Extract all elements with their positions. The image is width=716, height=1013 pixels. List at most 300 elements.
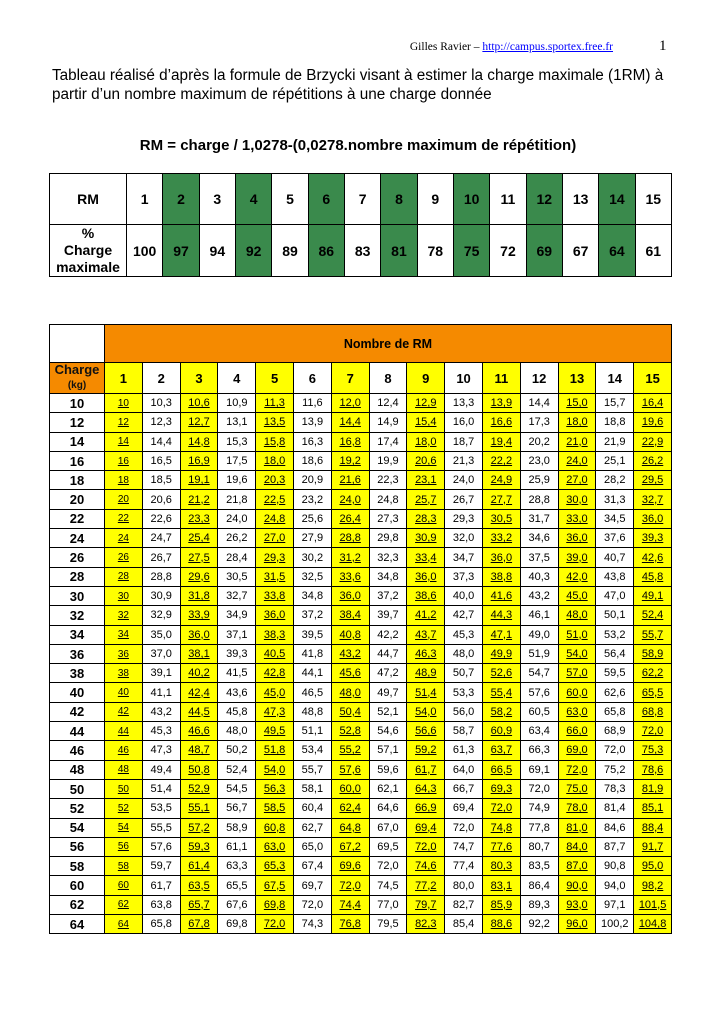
rm-number: 7 xyxy=(331,363,369,394)
value-cell: 58 xyxy=(105,857,143,876)
value-cell: 25,6 xyxy=(293,509,331,528)
value-cell: 58,7 xyxy=(445,722,483,741)
value-cell: 33,2 xyxy=(482,529,520,548)
value-cell: 38,6 xyxy=(407,586,445,605)
charge-cell: 18 xyxy=(50,471,105,490)
value-cell: 72,0 xyxy=(558,760,596,779)
value-cell: 78,0 xyxy=(558,799,596,818)
percent-cell: 86 xyxy=(308,225,344,277)
value-cell: 60 xyxy=(105,876,143,895)
charge-cell: 42 xyxy=(50,702,105,721)
value-cell: 27,0 xyxy=(256,529,294,548)
value-cell: 72,0 xyxy=(331,876,369,895)
charge-cell: 30 xyxy=(50,586,105,605)
value-cell: 74,3 xyxy=(293,915,331,934)
value-cell: 48,0 xyxy=(445,644,483,663)
value-cell: 18,5 xyxy=(142,471,180,490)
value-cell: 22,2 xyxy=(482,451,520,470)
value-cell: 10,6 xyxy=(180,394,218,413)
percent-cell: 89 xyxy=(272,225,308,277)
value-cell: 15,3 xyxy=(218,432,256,451)
value-cell: 21,3 xyxy=(445,451,483,470)
value-cell: 41,5 xyxy=(218,664,256,683)
rm-cell: 15 xyxy=(635,174,671,225)
value-cell: 59,7 xyxy=(142,857,180,876)
value-cell: 20,2 xyxy=(520,432,558,451)
value-cell: 63,3 xyxy=(218,857,256,876)
value-cell: 38,4 xyxy=(331,606,369,625)
value-cell: 58,5 xyxy=(256,799,294,818)
value-cell: 65,8 xyxy=(596,702,634,721)
value-cell: 16,5 xyxy=(142,451,180,470)
value-cell: 27,3 xyxy=(369,509,407,528)
percent-cell: 61 xyxy=(635,225,671,277)
table-row xyxy=(50,509,672,528)
value-cell: 24,0 xyxy=(331,490,369,509)
value-cell: 44,3 xyxy=(482,606,520,625)
value-cell: 56,6 xyxy=(407,722,445,741)
rm-cell: 4 xyxy=(235,174,271,225)
value-cell: 72,0 xyxy=(596,741,634,760)
value-cell: 101,5 xyxy=(634,895,672,914)
table-row xyxy=(50,413,672,432)
value-cell: 68,8 xyxy=(634,702,672,721)
value-cell: 64,3 xyxy=(407,779,445,798)
value-cell: 88,6 xyxy=(482,915,520,934)
value-cell: 30,9 xyxy=(142,586,180,605)
value-cell: 53,2 xyxy=(596,625,634,644)
value-cell: 50,2 xyxy=(218,741,256,760)
value-cell: 38,1 xyxy=(180,644,218,663)
value-cell: 74,4 xyxy=(331,895,369,914)
value-cell: 69,1 xyxy=(520,760,558,779)
value-cell: 24,9 xyxy=(482,471,520,490)
value-cell: 39,5 xyxy=(293,625,331,644)
value-cell: 54,6 xyxy=(369,722,407,741)
value-cell: 50,8 xyxy=(180,760,218,779)
value-cell: 36,0 xyxy=(331,586,369,605)
value-cell: 14,4 xyxy=(520,394,558,413)
charge-cell: 54 xyxy=(50,818,105,837)
value-cell: 12 xyxy=(105,413,143,432)
value-cell: 55,1 xyxy=(180,799,218,818)
value-cell: 82,7 xyxy=(445,895,483,914)
value-cell: 21,0 xyxy=(558,432,596,451)
table-row xyxy=(50,837,672,856)
table-row xyxy=(50,432,672,451)
value-cell: 54 xyxy=(105,818,143,837)
value-cell: 24,7 xyxy=(142,529,180,548)
value-cell: 62,1 xyxy=(369,779,407,798)
value-cell: 65,5 xyxy=(634,683,672,702)
value-cell: 62,6 xyxy=(596,683,634,702)
charge-header: Charge (kg) xyxy=(50,363,105,394)
value-cell: 85,1 xyxy=(634,799,672,818)
value-cell: 37,0 xyxy=(142,644,180,663)
percent-label: % Charge maximale xyxy=(50,225,127,277)
value-cell: 44 xyxy=(105,722,143,741)
value-cell: 72,0 xyxy=(256,915,294,934)
rm-number: 2 xyxy=(142,363,180,394)
value-cell: 41,6 xyxy=(482,586,520,605)
value-cell: 45,8 xyxy=(218,702,256,721)
value-cell: 18,8 xyxy=(596,413,634,432)
value-cell: 48,0 xyxy=(331,683,369,702)
charge-cell: 38 xyxy=(50,664,105,683)
value-cell: 22,5 xyxy=(256,490,294,509)
value-cell: 49,5 xyxy=(256,722,294,741)
value-cell: 26,2 xyxy=(634,451,672,470)
value-cell: 13,3 xyxy=(445,394,483,413)
table-row xyxy=(50,548,672,567)
charge-cell: 46 xyxy=(50,741,105,760)
value-cell: 26,2 xyxy=(218,529,256,548)
rm-cell: 11 xyxy=(490,174,526,225)
value-cell: 18,7 xyxy=(445,432,483,451)
value-cell: 56,7 xyxy=(218,799,256,818)
value-cell: 16,4 xyxy=(634,394,672,413)
value-cell: 29,3 xyxy=(445,509,483,528)
charge-cell: 28 xyxy=(50,567,105,586)
value-cell: 54,0 xyxy=(256,760,294,779)
value-cell: 58,1 xyxy=(293,779,331,798)
value-cell: 45,8 xyxy=(634,567,672,586)
value-cell: 21,8 xyxy=(218,490,256,509)
table-row xyxy=(50,529,672,548)
charge-cell: 60 xyxy=(50,876,105,895)
value-cell: 28,8 xyxy=(520,490,558,509)
value-cell: 46 xyxy=(105,741,143,760)
value-cell: 95,0 xyxy=(634,857,672,876)
table-row xyxy=(50,664,672,683)
value-cell: 52,4 xyxy=(634,606,672,625)
value-cell: 57,2 xyxy=(180,818,218,837)
table-row xyxy=(50,644,672,663)
value-cell: 38,8 xyxy=(482,567,520,586)
value-cell: 69,6 xyxy=(331,857,369,876)
value-cell: 38,3 xyxy=(256,625,294,644)
table-row xyxy=(50,625,672,644)
rm-number: 14 xyxy=(596,363,634,394)
value-cell: 33,6 xyxy=(331,567,369,586)
value-cell: 65,5 xyxy=(218,876,256,895)
value-cell: 10 xyxy=(105,394,143,413)
value-cell: 72,0 xyxy=(482,799,520,818)
value-cell: 80,3 xyxy=(482,857,520,876)
value-cell: 39,3 xyxy=(218,644,256,663)
value-cell: 21,2 xyxy=(180,490,218,509)
value-cell: 13,9 xyxy=(482,394,520,413)
value-cell: 14,8 xyxy=(180,432,218,451)
value-cell: 56,3 xyxy=(256,779,294,798)
value-cell: 31,2 xyxy=(331,548,369,567)
value-cell: 53,5 xyxy=(142,799,180,818)
value-cell: 23,0 xyxy=(520,451,558,470)
percent-cell: 83 xyxy=(344,225,380,277)
value-cell: 59,2 xyxy=(407,741,445,760)
value-cell: 42,8 xyxy=(256,664,294,683)
value-cell: 33,8 xyxy=(256,586,294,605)
value-cell: 42,2 xyxy=(369,625,407,644)
value-cell: 30,5 xyxy=(482,509,520,528)
rm-number-row xyxy=(50,363,672,394)
charge-cell: 26 xyxy=(50,548,105,567)
value-cell: 14,4 xyxy=(331,413,369,432)
value-cell: 43,2 xyxy=(331,644,369,663)
rm-number: 3 xyxy=(180,363,218,394)
rm-cell: 7 xyxy=(344,174,380,225)
value-cell: 77,0 xyxy=(369,895,407,914)
value-cell: 49,0 xyxy=(520,625,558,644)
value-cell: 34,7 xyxy=(445,548,483,567)
value-cell: 64,6 xyxy=(369,799,407,818)
value-cell: 29,5 xyxy=(634,471,672,490)
value-cell: 54,0 xyxy=(558,644,596,663)
value-cell: 64,0 xyxy=(445,760,483,779)
value-cell: 57,0 xyxy=(558,664,596,683)
value-cell: 69,8 xyxy=(256,895,294,914)
value-cell: 83,5 xyxy=(520,857,558,876)
value-cell: 69,5 xyxy=(369,837,407,856)
value-cell: 43,2 xyxy=(142,702,180,721)
percent-cell: 92 xyxy=(235,225,271,277)
value-cell: 13,5 xyxy=(256,413,294,432)
value-cell: 12,9 xyxy=(407,394,445,413)
value-cell: 60,0 xyxy=(331,779,369,798)
value-cell: 23,3 xyxy=(180,509,218,528)
charge-cell: 56 xyxy=(50,837,105,856)
charge-cell: 64 xyxy=(50,915,105,934)
charge-cell: 10 xyxy=(50,394,105,413)
value-cell: 37,5 xyxy=(520,548,558,567)
value-cell: 69,3 xyxy=(482,779,520,798)
value-cell: 16,8 xyxy=(331,432,369,451)
value-cell: 55,2 xyxy=(331,741,369,760)
value-cell: 24,8 xyxy=(369,490,407,509)
value-cell: 49,4 xyxy=(142,760,180,779)
value-cell: 63,7 xyxy=(482,741,520,760)
value-cell: 67,0 xyxy=(369,818,407,837)
value-cell: 104,8 xyxy=(634,915,672,934)
value-cell: 40,3 xyxy=(520,567,558,586)
value-cell: 66,5 xyxy=(482,760,520,779)
value-cell: 86,4 xyxy=(520,876,558,895)
value-cell: 81,4 xyxy=(596,799,634,818)
table-row xyxy=(50,818,672,837)
table-title: Nombre de RM xyxy=(105,325,672,363)
value-cell: 41,8 xyxy=(293,644,331,663)
value-cell: 32 xyxy=(105,606,143,625)
value-cell: 62 xyxy=(105,895,143,914)
value-cell: 61,3 xyxy=(445,741,483,760)
value-cell: 33,4 xyxy=(407,548,445,567)
value-cell: 52,4 xyxy=(218,760,256,779)
charge-cell: 62 xyxy=(50,895,105,914)
value-cell: 60,5 xyxy=(520,702,558,721)
value-cell: 36,0 xyxy=(256,606,294,625)
value-cell: 67,5 xyxy=(256,876,294,895)
value-cell: 39,1 xyxy=(142,664,180,683)
value-cell: 32,5 xyxy=(293,567,331,586)
rm-cell: 3 xyxy=(199,174,235,225)
value-cell: 56,0 xyxy=(445,702,483,721)
value-cell: 44,1 xyxy=(293,664,331,683)
charge-cell: 36 xyxy=(50,644,105,663)
value-cell: 65,7 xyxy=(180,895,218,914)
value-cell: 31,7 xyxy=(520,509,558,528)
value-cell: 22 xyxy=(105,509,143,528)
value-cell: 42,0 xyxy=(558,567,596,586)
value-cell: 34,5 xyxy=(596,509,634,528)
value-cell: 58,9 xyxy=(634,644,672,663)
charge-cell: 14 xyxy=(50,432,105,451)
value-cell: 34,6 xyxy=(520,529,558,548)
percent-cell: 78 xyxy=(417,225,453,277)
value-cell: 51,4 xyxy=(142,779,180,798)
rm-cell: 6 xyxy=(308,174,344,225)
value-cell: 43,6 xyxy=(218,683,256,702)
charge-cell: 32 xyxy=(50,606,105,625)
value-cell: 28,8 xyxy=(142,567,180,586)
value-cell: 41,1 xyxy=(142,683,180,702)
value-cell: 20,3 xyxy=(256,471,294,490)
value-cell: 25,1 xyxy=(596,451,634,470)
value-cell: 56,4 xyxy=(596,644,634,663)
value-cell: 19,4 xyxy=(482,432,520,451)
table-row xyxy=(50,567,672,586)
value-cell: 29,3 xyxy=(256,548,294,567)
value-cell: 44,7 xyxy=(369,644,407,663)
table-row xyxy=(50,741,672,760)
value-cell: 90,8 xyxy=(596,857,634,876)
value-cell: 51,4 xyxy=(407,683,445,702)
percent-cell: 64 xyxy=(599,225,635,277)
value-cell: 42,4 xyxy=(180,683,218,702)
value-cell: 62,7 xyxy=(293,818,331,837)
value-cell: 93,0 xyxy=(558,895,596,914)
value-cell: 28,3 xyxy=(407,509,445,528)
value-cell: 19,6 xyxy=(634,413,672,432)
table-row xyxy=(50,451,672,470)
load-table-body xyxy=(50,394,672,934)
value-cell: 53,3 xyxy=(445,683,483,702)
value-cell: 78,6 xyxy=(634,760,672,779)
value-cell: 74,8 xyxy=(482,818,520,837)
value-cell: 12,4 xyxy=(369,394,407,413)
value-cell: 78,3 xyxy=(596,779,634,798)
value-cell: 59,6 xyxy=(369,760,407,779)
value-cell: 25,7 xyxy=(407,490,445,509)
site-link[interactable]: http://campus.sportex.free.fr xyxy=(482,41,613,53)
value-cell: 25,9 xyxy=(520,471,558,490)
value-cell: 50,1 xyxy=(596,606,634,625)
value-cell: 18,0 xyxy=(558,413,596,432)
value-cell: 39,0 xyxy=(558,548,596,567)
value-cell: 69,4 xyxy=(407,818,445,837)
value-cell: 77,6 xyxy=(482,837,520,856)
table-row xyxy=(50,702,672,721)
value-cell: 69,0 xyxy=(558,741,596,760)
value-cell: 47,1 xyxy=(482,625,520,644)
value-cell: 14,9 xyxy=(369,413,407,432)
value-cell: 47,3 xyxy=(256,702,294,721)
intro-text: Tableau réalisé d’après la formule de Brzycki visant à estimer la charge maximale (1RM) à partir d’un nombre maximum de répétitions à une charge donnée xyxy=(52,67,664,103)
value-cell: 52,8 xyxy=(331,722,369,741)
table-row xyxy=(50,394,672,413)
value-cell: 84,0 xyxy=(558,837,596,856)
value-cell: 63,0 xyxy=(558,702,596,721)
value-cell: 14,4 xyxy=(142,432,180,451)
value-cell: 30 xyxy=(105,586,143,605)
value-cell: 62,2 xyxy=(634,664,672,683)
rm-percent-table xyxy=(49,173,672,277)
table-row xyxy=(50,490,672,509)
rm-number: 4 xyxy=(218,363,256,394)
rm-cell: 12 xyxy=(526,174,562,225)
value-cell: 54,0 xyxy=(407,702,445,721)
value-cell: 63,8 xyxy=(142,895,180,914)
value-cell: 79,5 xyxy=(369,915,407,934)
value-cell: 15,0 xyxy=(558,394,596,413)
value-cell: 36,0 xyxy=(634,509,672,528)
value-cell: 45,0 xyxy=(558,586,596,605)
percent-cell: 81 xyxy=(381,225,417,277)
author-line xyxy=(410,41,613,53)
value-cell: 26 xyxy=(105,548,143,567)
value-cell: 30,2 xyxy=(293,548,331,567)
value-cell: 63,5 xyxy=(180,876,218,895)
value-cell: 72,0 xyxy=(369,857,407,876)
rm-cell: 1 xyxy=(127,174,163,225)
value-cell: 36,0 xyxy=(558,529,596,548)
table-row xyxy=(50,799,672,818)
rm-number: 12 xyxy=(520,363,558,394)
value-cell: 41,2 xyxy=(407,606,445,625)
value-cell: 17,5 xyxy=(218,451,256,470)
value-cell: 31,5 xyxy=(256,567,294,586)
value-cell: 56 xyxy=(105,837,143,856)
value-cell: 49,9 xyxy=(482,644,520,663)
charge-cell: 50 xyxy=(50,779,105,798)
value-cell: 19,9 xyxy=(369,451,407,470)
value-cell: 52,1 xyxy=(369,702,407,721)
value-cell: 46,5 xyxy=(293,683,331,702)
value-cell: 21,9 xyxy=(596,432,634,451)
value-cell: 15,4 xyxy=(407,413,445,432)
value-cell: 27,7 xyxy=(482,490,520,509)
value-cell: 19,1 xyxy=(180,471,218,490)
value-cell: 32,0 xyxy=(445,529,483,548)
value-cell: 85,4 xyxy=(445,915,483,934)
formula: RM = charge / 1,0278-(0,0278.nombre maximum de répétition) xyxy=(139,137,577,154)
value-cell: 52,9 xyxy=(180,779,218,798)
table-row xyxy=(50,895,672,914)
value-cell: 37,3 xyxy=(445,567,483,586)
value-cell: 61,1 xyxy=(218,837,256,856)
value-cell: 61,7 xyxy=(142,876,180,895)
value-cell: 37,2 xyxy=(369,586,407,605)
value-cell: 17,4 xyxy=(369,432,407,451)
value-cell: 66,7 xyxy=(445,779,483,798)
value-cell: 74,7 xyxy=(445,837,483,856)
value-cell: 77,8 xyxy=(520,818,558,837)
value-cell: 14 xyxy=(105,432,143,451)
value-cell: 45,3 xyxy=(445,625,483,644)
value-cell: 42,7 xyxy=(445,606,483,625)
value-cell: 11,6 xyxy=(293,394,331,413)
value-cell: 55,7 xyxy=(634,625,672,644)
value-cell: 42 xyxy=(105,702,143,721)
